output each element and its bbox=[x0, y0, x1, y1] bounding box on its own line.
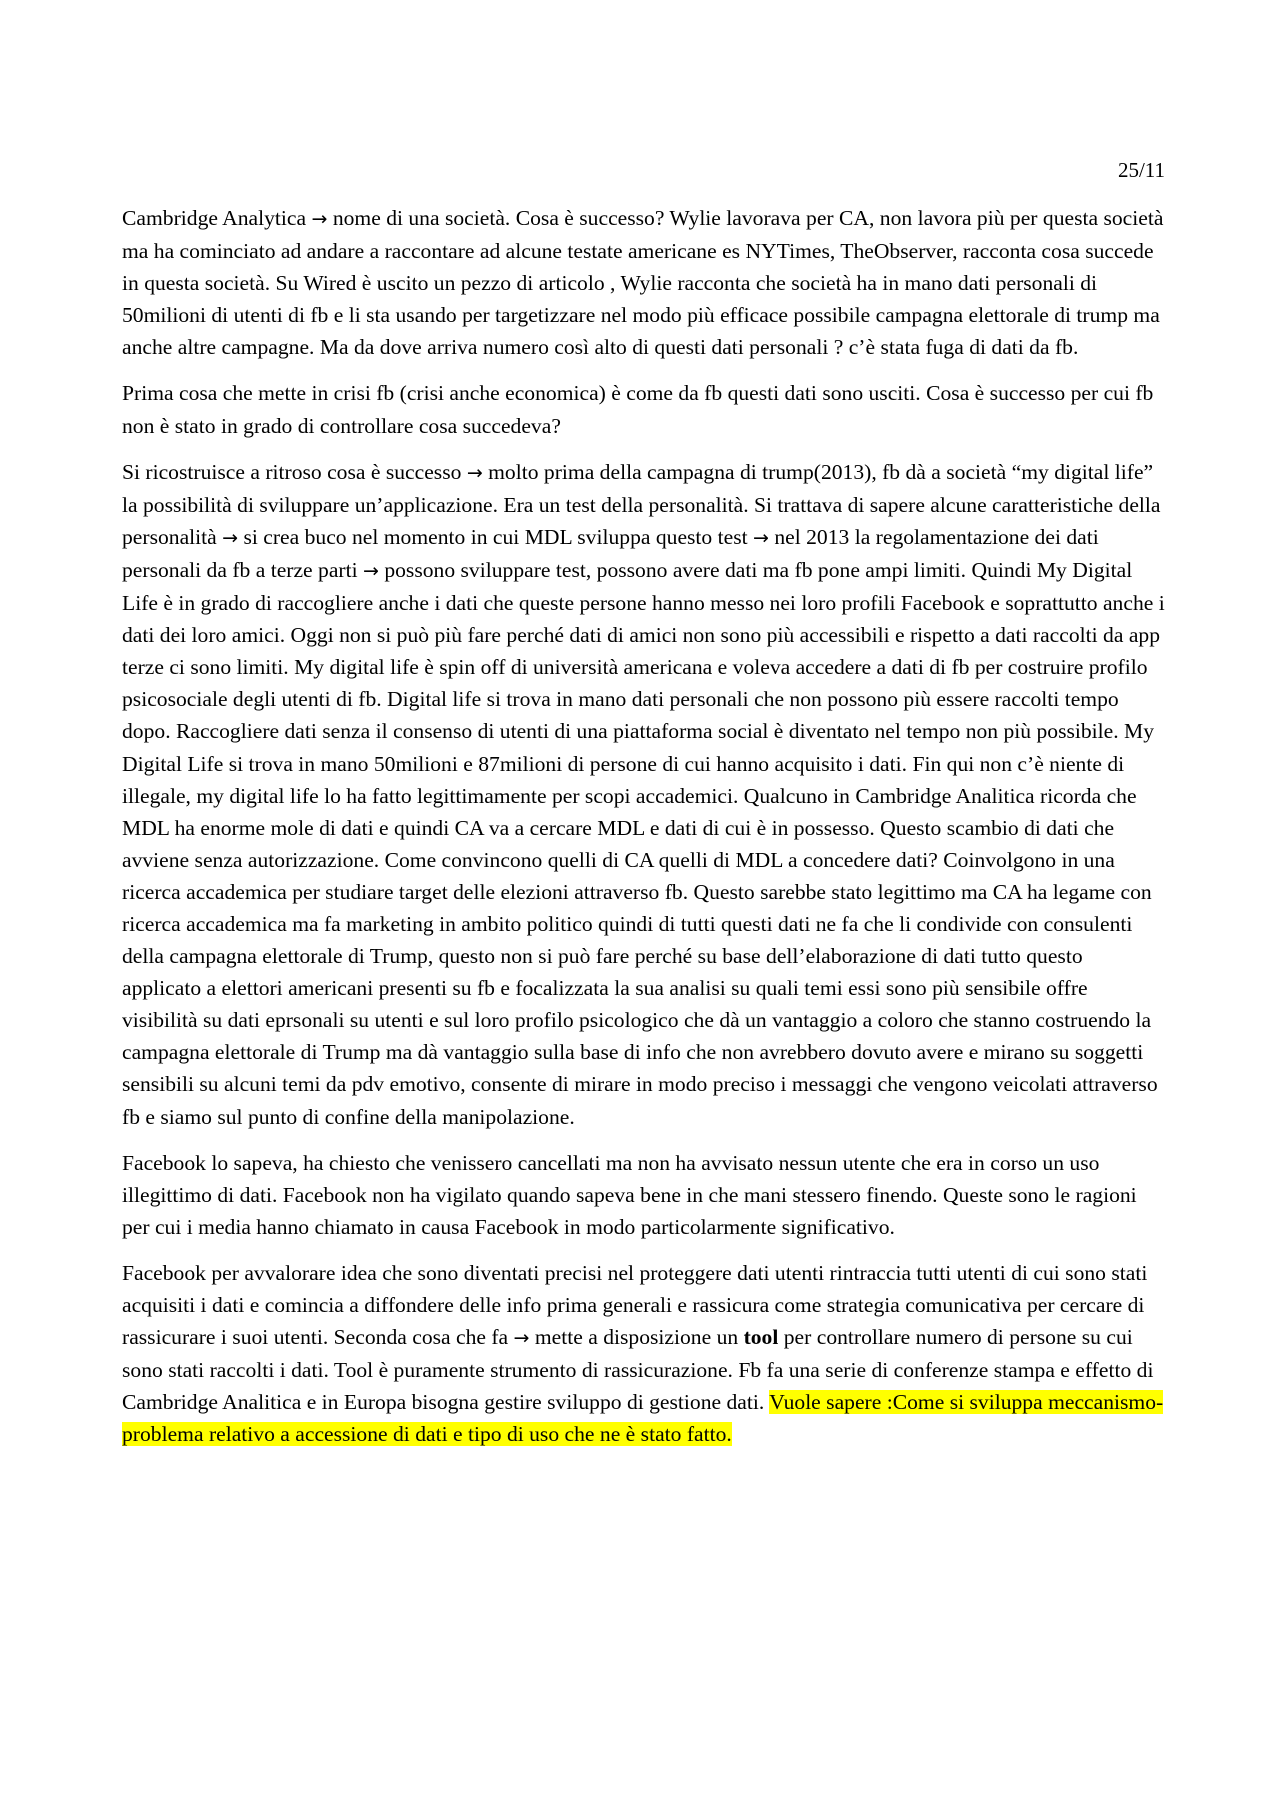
document-body bbox=[122, 202, 1167, 1464]
paragraph bbox=[122, 202, 1167, 363]
text-run: nome di una società. Cosa è successo? Wylie lavorava per CA, non lavora più per questa società ma ha cominciato ad andare a raccontare ad alcune testate americane es NYTimes, TheObserver, racconta cosa succede in questa società. Su Wired è uscito un pezzo di articolo , Wylie racconta che società ha in mano dati personali di 50milioni di utenti di fb e li sta usando per targetizzare nel modo più efficace possibile campagna elettorale di trump ma anche altre campagne. Ma da dove arriva numero così alto di questi dati personali ? c’è stata fuga di dati da fb. bbox=[122, 206, 1164, 360]
arrow-right-icon: → bbox=[363, 559, 379, 582]
paragraph bbox=[122, 456, 1167, 1133]
text-run: possono sviluppare test, possono avere dati ma fb pone ampi limiti. Quindi My Digital Life è in grado di raccogliere anche i dati che queste persone hanno messo nei loro profili Facebook e soprattutto anche i dati dei loro amici. Oggi non si può più fare perché dati di amici non sono più accessibili e rispetto a dati raccolti da app terze ci sono limiti. My digital life è spin off di università americana e voleva accedere a dati di fb per costruire profilo psicosociale degli utenti di fb. Digital life si trova in mano dati personali che non possono più essere raccolti tempo dopo. Raccogliere dati senza il consenso di utenti di una piattaforma social è diventato nel tempo non più possibile. My Digital Life si trova in mano 50milioni e 87milioni di persone di cui hanno acquisito i dati. Fin qui non c’è niente di illegale, my digital life lo ha fatto legittimamente per scopi accademici. Qualcuno in Cambridge Analitica ricorda che MDL ha enorme mole di dati e quindi CA va a cercare MDL e dati di cui è in possesso. Questo scambio di dati che avviene senza autorizzazione. Come convincono quelli di CA quelli di MDL a concedere dati? Coinvolgono in una ricerca accademica per studiare target delle elezioni attraverso fb. Questo sarebbe stato legittimo ma CA ha legame con ricerca accademica ma fa marketing in ambito politico quindi di tutti questi dati ne fa che li condivide con consulenti della campagna elettorale di Trump, questo non si può fare perché su base dell’elaborazione di dati tutto questo applicato a elettori americani presenti su fb e focalizzata la sua analisi su quali temi essi sono più sensibile offre visibilità su dati eprsonali su utenti e sul loro profilo psicologico che dà un vantaggio a coloro che stanno costruendo la campagna elettorale di Trump ma dà vantaggio sulla base di info che non avrebbero dovuto avere e mirano su soggetti sensibili su alcuni temi da pdv emotivo, consente di mirare in modo preciso i messaggi che vengono veicolati attraverso fb e siamo sul punto di confine della manipolazione. bbox=[122, 557, 1165, 1129]
text-run: Prima cosa che mette in crisi fb (crisi anche economica) è come da fb questi dati sono usciti. Cosa è successo per cui fb non è stato in grado di controllare cosa succedeva? bbox=[122, 381, 1154, 438]
text-run: Cambridge Analytica bbox=[122, 206, 312, 230]
paragraph bbox=[122, 1147, 1167, 1243]
text-run: si crea buco nel momento in cui MDL sviluppa questo test bbox=[238, 524, 754, 549]
text-run: per controllare numero di persone su cui sono stati raccolti i dati. Tool è puramente strumento di rassicurazione. Fb fa una serie di conferenze stampa e effetto di Cambridge Analitica e in Europa bisogna gestire sviluppo di gestione dati. bbox=[122, 1325, 1154, 1415]
text-run: Facebook lo sapeva, ha chiesto che venissero cancellati ma non ha avvisato nessun utente che era in corso un uso illegittimo di dati. Facebook non ha vigilato quando sapeva bene in che mani stessero finendo. Queste sono le ragioni per cui i media hanno chiamato in causa Facebook in modo particolarmente significativo. bbox=[122, 1150, 1137, 1239]
text-run: mette a disposizione un bbox=[529, 1325, 744, 1350]
page-date: 25/11 bbox=[1117, 158, 1165, 182]
text-run: nel 2013 la regolamentazione dei dati personali da fb a terze parti bbox=[122, 524, 1099, 582]
arrow-right-icon: → bbox=[311, 208, 328, 230]
text-run: molto prima della campagna di trump(2013), fb dà a società “my digital life” la possibilità di sviluppare un’applicazione. Era un test della personalità. Si trattava di sapere alcune caratteristiche della personalità bbox=[122, 459, 1161, 549]
bold-term: tool bbox=[743, 1325, 779, 1350]
arrow-right-icon: → bbox=[513, 1327, 530, 1350]
highlighted-text: Vuole sapere :Come si sviluppa meccanismo- problema relativo a accessione di dati e tipo di uso che ne è stato fatto. bbox=[122, 1390, 1164, 1447]
paragraph bbox=[122, 377, 1167, 441]
text-run: Facebook per avvalorare idea che sono diventati precisi nel proteggere dati utenti rintraccia tutti utenti di cui sono stati acquisiti i dati e comincia a diffondere delle info prima generali e rassicura come strategia comunicativa per cercare di rassicurare i suoi utenti. Seconda cosa che fa bbox=[122, 1260, 1148, 1350]
arrow-right-icon: → bbox=[222, 526, 239, 549]
arrow-right-icon: → bbox=[753, 526, 769, 549]
text-run: Si ricostruisce a ritroso cosa è successo bbox=[122, 459, 467, 484]
paragraph bbox=[122, 1257, 1167, 1451]
arrow-right-icon: → bbox=[466, 461, 483, 484]
